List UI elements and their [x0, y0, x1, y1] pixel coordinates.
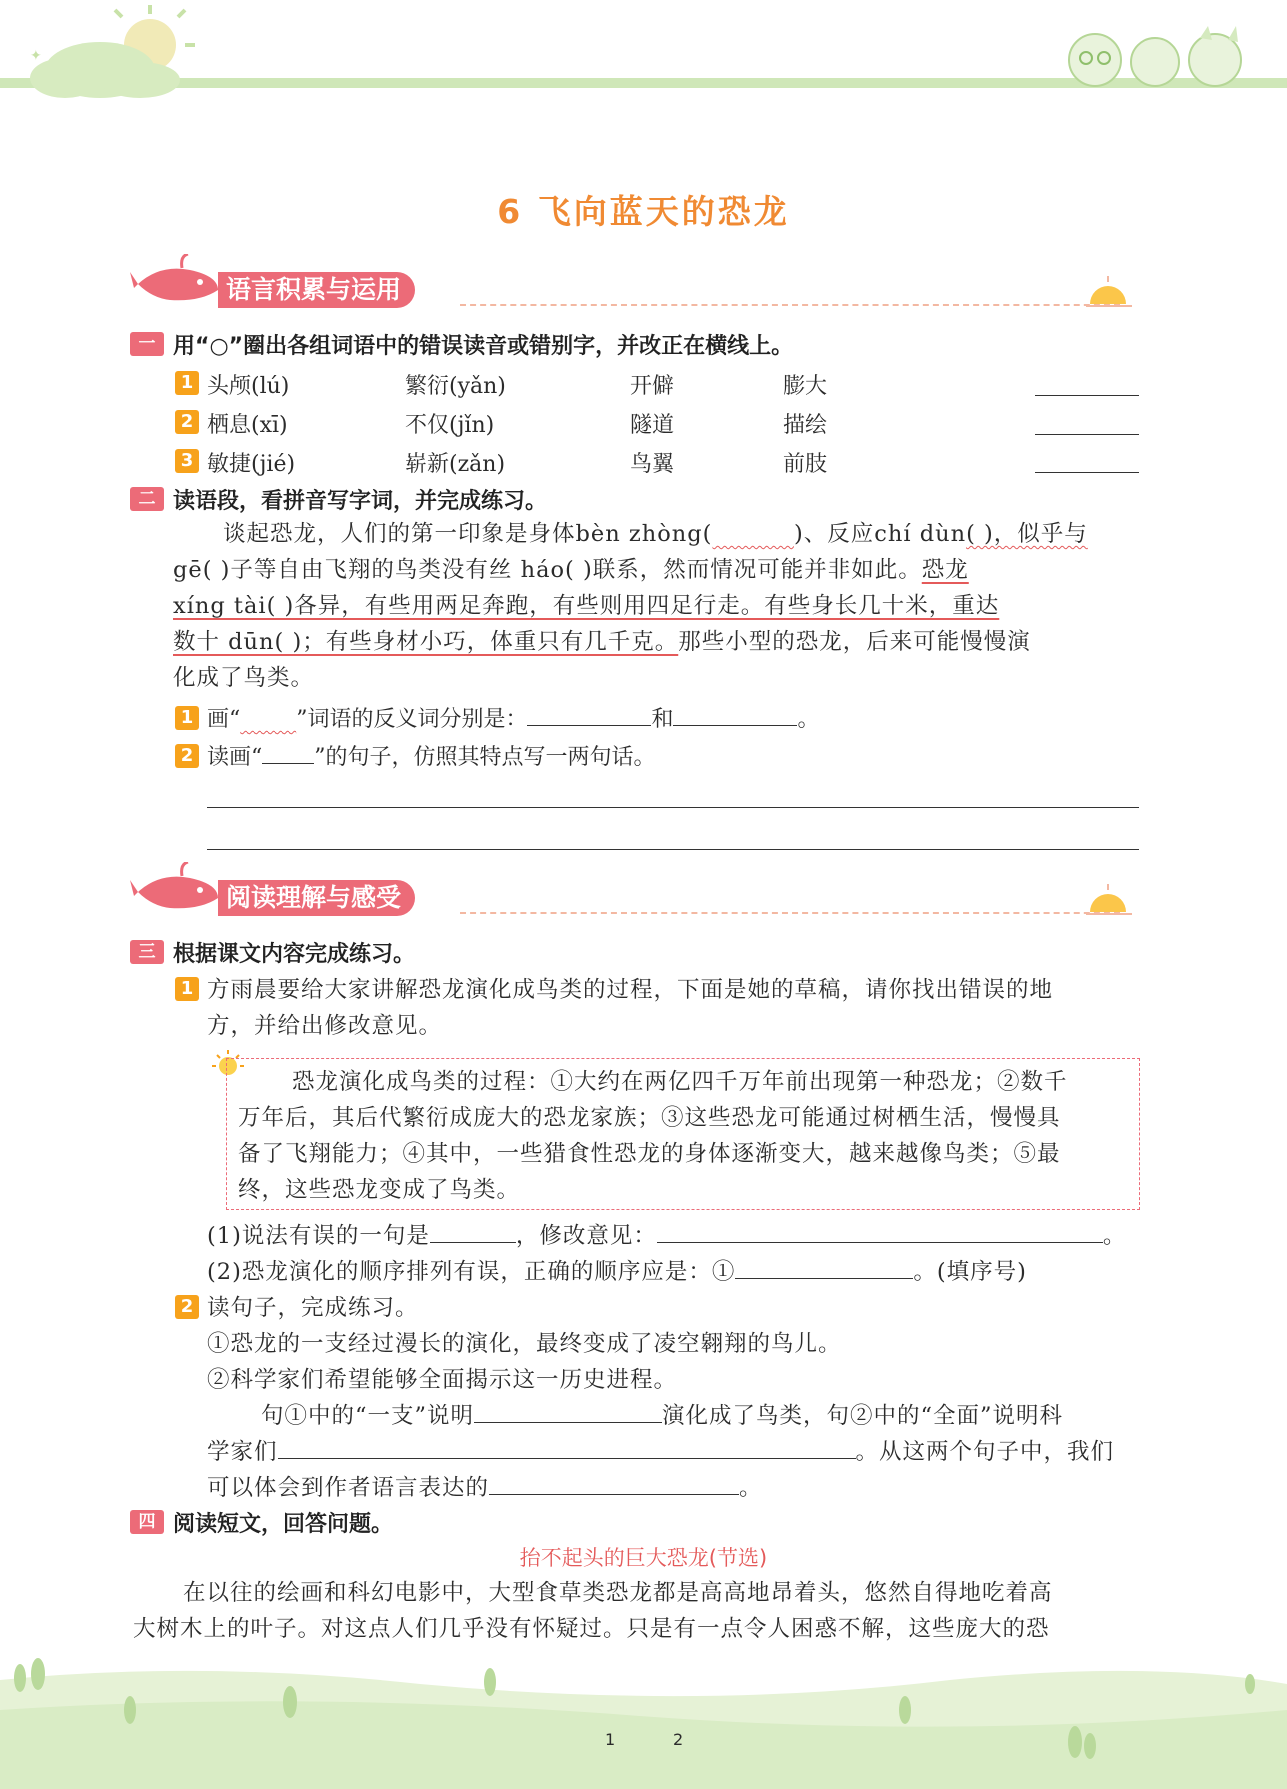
item-number: 2 [175, 1295, 199, 1319]
question-badge-3: 三 [130, 940, 164, 964]
word-1c: 开僻 [630, 374, 675, 399]
item-number: 2 [175, 410, 199, 434]
page-title: 6 飞向蓝天的恐龙 [497, 192, 790, 231]
svg-text:✦: ✦ [30, 48, 42, 64]
question-3-text: 根据课文内容完成练习。 [173, 942, 416, 967]
word-2c: 隧道 [630, 413, 675, 438]
section-divider [460, 304, 1120, 306]
answer-blank[interactable] [1035, 472, 1139, 473]
subquestion-3-1-line-2: 方，并给出修改意见。 [207, 1013, 443, 1039]
sentence-1: ①恐龙的一支经过漫长的演化，最终变成了凌空翱翔的鸟儿。 [207, 1331, 842, 1357]
question-1-text: 用“○”圈出各组词语中的错误读音或错别字，并改正在横线上。 [173, 334, 794, 359]
item-number: 1 [175, 371, 199, 395]
page-number-right: 2 [673, 1730, 684, 1749]
sun-cloud-decoration [0, 0, 220, 110]
page-number-left: 1 [605, 1730, 616, 1749]
section-title-language: 语言积累与运用 [218, 272, 415, 308]
landscape-footer [0, 1650, 1287, 1789]
word-1d: 膨大 [783, 374, 828, 399]
word-1a: 头颅(lú) [207, 374, 290, 399]
item-number: 2 [175, 744, 199, 768]
draft-line-1: 恐龙演化成鸟类的过程：①大约在两亿四千万年前出现第一种恐龙；②数千 [292, 1069, 1068, 1095]
answer-3-1: (1)说法有误的一句是 ，修改意见： 。 [207, 1218, 1126, 1254]
answer-3-2-line-3: 可以体会到作者语言表达的 。 [207, 1470, 763, 1506]
question-badge-1: 一 [130, 332, 164, 356]
article-line-1: 在以往的绘画和科幻电影中，大型食草类恐龙都是高高地昂着头，悠然自得地吃着高 [183, 1580, 1053, 1606]
passage-line-3: xíng tài( )各异，有些用两足奔跑，有些则用四足行走。有些身长几十米，重达 [173, 593, 1000, 619]
passage-line-1: 谈起恐龙，人们的第一印象是身体bèn zhòng( )、反应chí dùn( )，似乎与 [223, 521, 1088, 547]
passage-line-4: 数十 dūn( )；有些身材小巧，体重只有几千克。那些小型的恐龙，后来可能慢慢演 [173, 629, 1031, 655]
subquestion-3-2: 读句子，完成练习。 [207, 1295, 419, 1321]
word-3b: 崭新(zǎn) [405, 452, 506, 477]
question-badge-2: 二 [130, 487, 164, 511]
draft-line-3: 备了飞翔能力；④其中，一些猎食性恐龙的身体逐渐变大，越来越像鸟类；⑤最 [238, 1141, 1061, 1167]
sunset-icon [1080, 274, 1140, 312]
word-3a: 敏捷(jié) [207, 452, 296, 477]
subquestion-2-2: 读画“ ”的句子，仿照其特点写一两句话。 [207, 745, 656, 770]
question-2-text: 读语段，看拼音写字词，并完成练习。 [173, 489, 548, 514]
animal-faces-decoration [1050, 20, 1280, 90]
article-line-2: 大树木上的叶子。对这点人们几乎没有怀疑过。只是有一点令人困惑不解，这些庞大的恐 [133, 1616, 1050, 1642]
question-badge-4: 四 [130, 1510, 164, 1534]
item-number: 1 [175, 706, 199, 730]
word-2d: 描绘 [783, 413, 828, 438]
word-2a: 栖息(xī) [207, 413, 288, 438]
question-4-text: 阅读短文，回答问题。 [173, 1512, 394, 1537]
answer-3-2-line-2: 学家们 。从这两个句子中，我们 [207, 1434, 1114, 1470]
word-2b: 不仅(jǐn) [405, 413, 495, 438]
item-number: 3 [175, 449, 199, 473]
writing-line[interactable] [207, 807, 1139, 808]
answer-blank[interactable] [1035, 434, 1139, 435]
answer-3-2: (2)恐龙演化的顺序排列有误，正确的顺序应是：① 。(填序号) [207, 1254, 1027, 1290]
draft-line-4: 终，这些恐龙变成了鸟类。 [238, 1177, 521, 1203]
passage-line-2: gē( )子等自由飞翔的鸟类没有丝 háo( )联系，然而情况可能并非如此。恐龙 [173, 557, 969, 583]
word-3d: 前肢 [783, 452, 828, 477]
word-3c: 鸟翼 [630, 452, 675, 477]
writing-line[interactable] [207, 849, 1139, 850]
sentence-2: ②科学家们希望能够全面揭示这一历史进程。 [207, 1367, 678, 1393]
subquestion-2-1: 画“ ”词语的反义词分别是： 和 。 [207, 707, 820, 732]
item-number: 1 [175, 977, 199, 1001]
answer-blank[interactable] [1035, 395, 1139, 396]
whale-icon [130, 862, 225, 917]
article-title: 抬不起头的巨大恐龙(节选) [519, 1546, 768, 1570]
section-divider [460, 912, 1120, 914]
word-1b: 繁衍(yǎn) [405, 374, 506, 399]
passage-line-5: 化成了鸟类。 [173, 665, 315, 691]
sunset-icon [1080, 882, 1140, 920]
answer-3-2-line-1: 句①中的“一支”说明 演化成了鸟类，句②中的“全面”说明科 [207, 1398, 1063, 1434]
whale-icon [130, 254, 225, 309]
draft-line-2: 万年后，其后代繁衍成庞大的恐龙家族；③这些恐龙可能通过树栖生活，慢慢具 [238, 1105, 1061, 1131]
section-title-reading: 阅读理解与感受 [218, 880, 415, 916]
subquestion-3-1-line-1: 方雨晨要给大家讲解恐龙演化成鸟类的过程，下面是她的草稿，请你找出错误的地 [207, 977, 1054, 1003]
